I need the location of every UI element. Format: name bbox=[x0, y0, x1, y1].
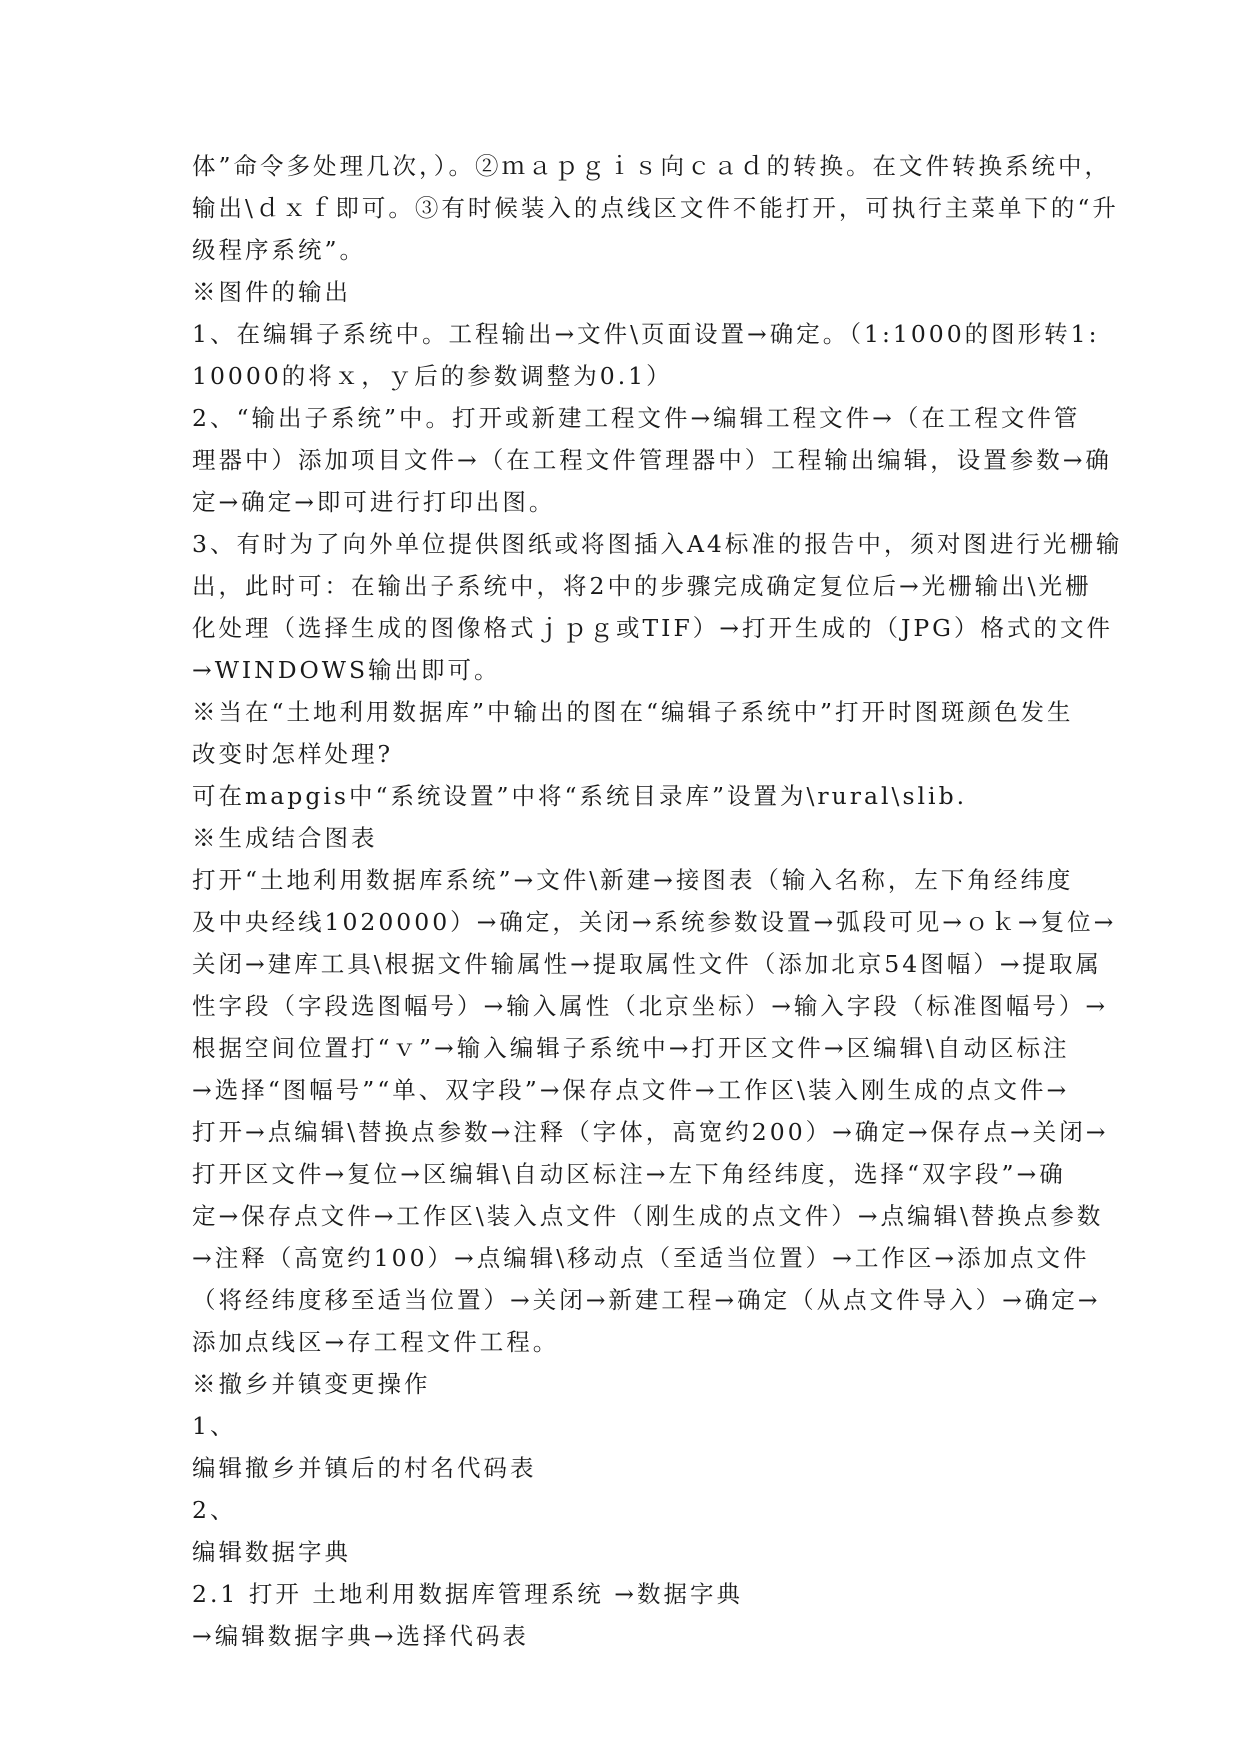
text-line: →选择“图幅号”“单、双字段”→保存点文件→工作区\装入刚生成的点文件→ bbox=[192, 1076, 1070, 1104]
section-heading: ※撤乡并镇变更操作 bbox=[192, 1370, 431, 1398]
text-line: 关闭→建库工具\根据文件输属性→提取属性文件（添加北京54图幅）→提取属 bbox=[192, 950, 1102, 978]
text-line: 出，此时可：在输出子系统中，将2中的步骤完成确定复位后→光栅输出\光栅 bbox=[192, 572, 1092, 600]
text-line: 2.1 打开 土地利用数据库管理系统 →数据字典 bbox=[192, 1580, 743, 1608]
text-line: →编辑数据字典→选择代码表 bbox=[192, 1622, 529, 1650]
text-line: 体”命令多处理几次，）。②ｍａｐｇｉｓ向ｃａｄ的转换。在文件转换系统中， bbox=[192, 152, 1112, 180]
text-line: 化处理（选择生成的图像格式ｊｐｇ或TIF）→打开生成的（JPG）格式的文件 bbox=[192, 614, 1113, 642]
text-line: 输出\ｄｘｆ即可。③有时候装入的点线区文件不能打开，可执行主菜单下的“升 bbox=[192, 194, 1119, 222]
text-line: 编辑撤乡并镇后的村名代码表 bbox=[192, 1454, 537, 1482]
text-line: 定→确定→即可进行打印出图。 bbox=[192, 488, 556, 516]
text-line: 根据空间位置打“ｖ”→输入编辑子系统中→打开区文件→区编辑\自动区标注 bbox=[192, 1034, 1070, 1062]
document-body bbox=[192, 145, 1123, 1657]
text-line: 及中央经线1020000）→确定，关闭→系统参数设置→弧段可见→ｏｋ→复位→ bbox=[192, 908, 1117, 936]
text-line: 打开→点编辑\替换点参数→注释（字体，高宽约200）→确定→保存点→关闭→ bbox=[192, 1118, 1109, 1146]
text-line: 添加点线区→存工程文件工程。 bbox=[192, 1328, 560, 1356]
text-line: 级程序系统”。 bbox=[192, 236, 367, 264]
text-line: 性字段（字段选图幅号）→输入属性（北京坐标）→输入字段（标准图幅号）→ bbox=[192, 992, 1109, 1020]
section-heading: ※生成结合图表 bbox=[192, 824, 378, 852]
text-line: 定→保存点文件→工作区\装入点文件（刚生成的点文件）→点编辑\替换点参数 bbox=[192, 1202, 1104, 1230]
text-line: 打开“土地利用数据库系统”→文件\新建→接图表（输入名称，左下角经纬度 bbox=[192, 866, 1074, 894]
text-line: 3、有时为了向外单位提供图纸或将图插入A4标准的报告中，须对图进行光栅输 bbox=[192, 530, 1123, 558]
text-line: 10000的将ｘ，ｙ后的参数调整为0.1） bbox=[192, 362, 673, 390]
text-line: →WINDOWS输出即可。 bbox=[192, 656, 501, 684]
text-line: （将经纬度移至适当位置）→关闭→新建工程→确定（从点文件导入）→确定→ bbox=[192, 1286, 1101, 1314]
text-line: 可在mapgis中“系统设置”中将“系统目录库”设置为\rural\slib. bbox=[192, 782, 968, 810]
text-line: 2、“输出子系统”中。打开或新建工程文件→编辑工程文件→（在工程文件管 bbox=[192, 404, 1081, 432]
text-line: 改变时怎样处理? bbox=[192, 740, 394, 768]
text-line: 1、 bbox=[192, 1412, 237, 1440]
text-line: 编辑数据字典 bbox=[192, 1538, 351, 1566]
text-line: 打开区文件→复位→区编辑\自动区标注→左下角经纬度，选择“双字段”→确 bbox=[192, 1160, 1066, 1188]
text-line: 理器中）添加项目文件→（在工程文件管理器中）工程输出编辑，设置参数→确 bbox=[192, 446, 1112, 474]
section-heading: ※当在“土地利用数据库”中输出的图在“编辑子系统中”打开时图斑颜色发生 bbox=[192, 698, 1074, 726]
text-line: →注释（高宽约100）→点编辑\移动点（至适当位置）→工作区→添加点文件 bbox=[192, 1244, 1090, 1272]
section-heading: ※图件的输出 bbox=[192, 278, 351, 306]
text-line: 1、在编辑子系统中。工程输出→文件\页面设置→确定。（1:1000的图形转1: bbox=[192, 320, 1100, 348]
text-line: 2、 bbox=[192, 1496, 237, 1524]
